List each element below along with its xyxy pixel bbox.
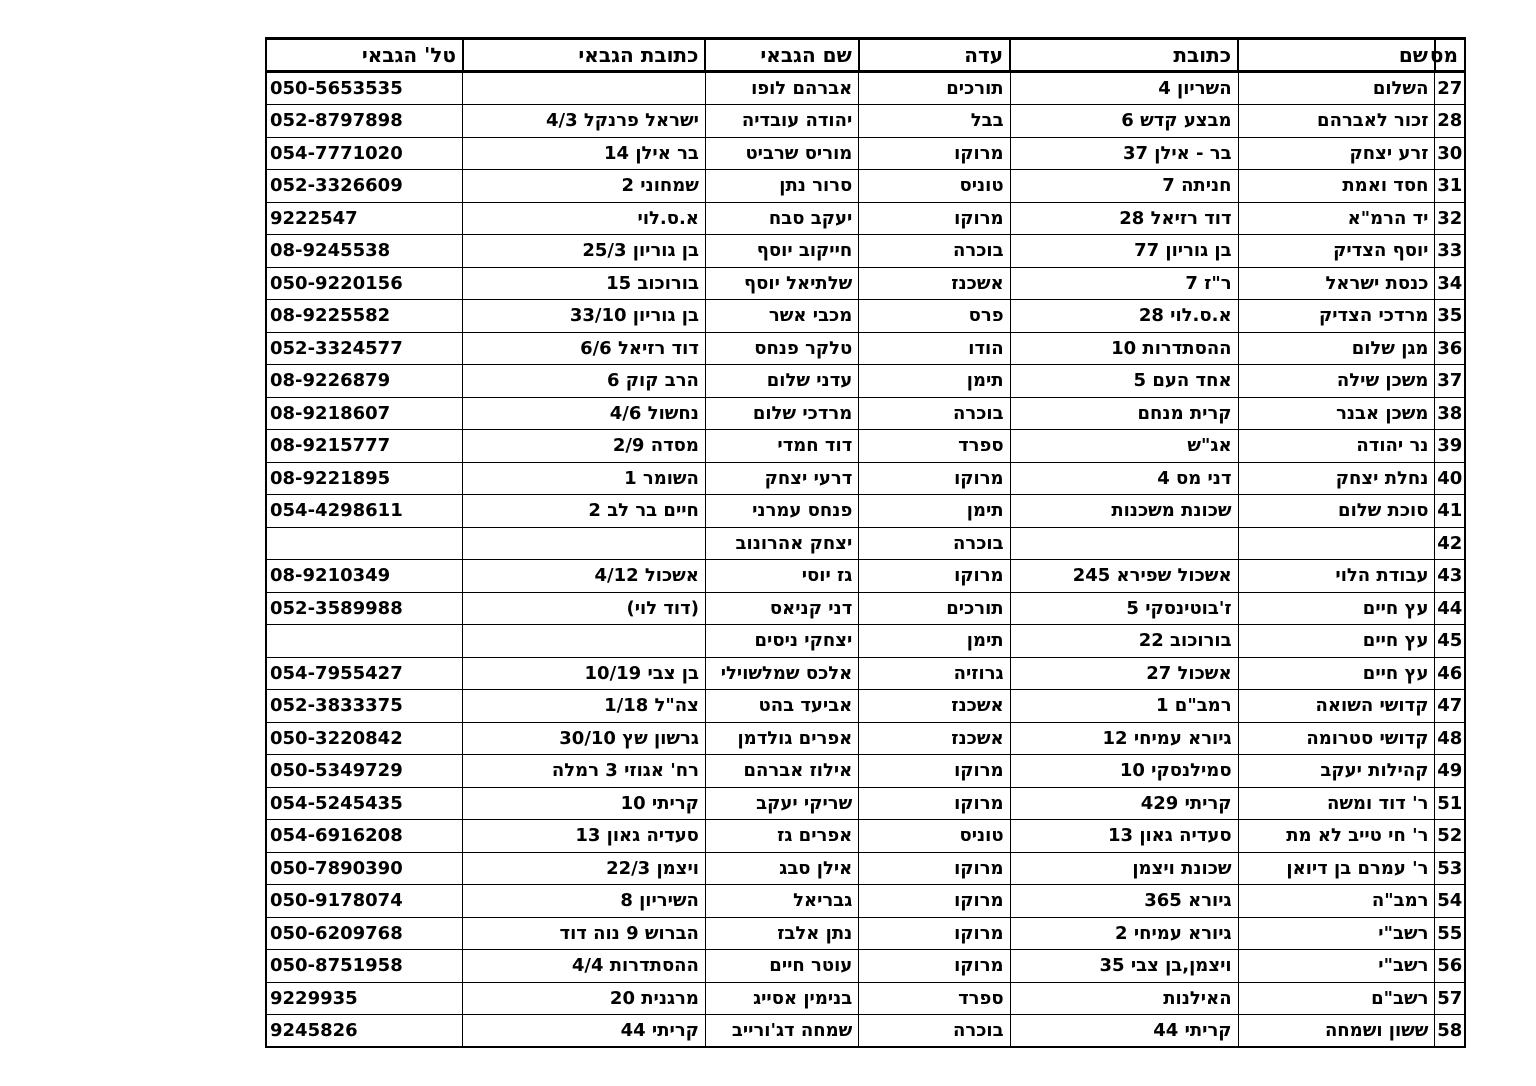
cell-name: חסד ואמת [1238,170,1435,203]
table-row [266,820,1465,853]
cell-gabbai-address: חיים בר לב 2 [463,495,705,528]
cell-community: מרוקו [859,755,1010,788]
table-body [266,72,1465,1048]
cell-gabbai-name: דני קניאס [705,592,858,625]
cell-gabbai-phone: 052-3589988 [266,592,463,625]
cell-address: א.ס.לוי 28 [1010,300,1238,333]
cell-gabbai-phone: 08-9218607 [266,397,463,430]
table-row [266,885,1465,918]
cell-name: מרדכי הצדיק [1238,300,1435,333]
cell-community: ספרד [859,982,1010,1015]
cell-address: ההסתדרות 10 [1010,332,1238,365]
cell-address: בורוכוב 22 [1010,625,1238,658]
cell-gabbai-phone: 052-3326609 [266,170,463,203]
cell-address: בן גוריון 77 [1010,235,1238,268]
cell-address: גיורא 365 [1010,885,1238,918]
cell-gabbai-address: הרב קוק 6 [463,365,705,398]
cell-community: מרוקו [859,787,1010,820]
cell-gabbai-name: בנימין אסייג [705,982,858,1015]
cell-gabbai-name: סרור נתן [705,170,858,203]
cell-num: 58 [1435,1015,1465,1048]
cell-gabbai-address: השיריון 8 [463,885,705,918]
cell-gabbai-phone: 050-6209768 [266,917,463,950]
cell-gabbai-address: מסדה 2/9 [463,430,705,463]
cell-name: רשב"ם [1238,982,1435,1015]
cell-address: אג"ש [1010,430,1238,463]
cell-gabbai-address: סעדיה גאון 13 [463,820,705,853]
cell-num: 46 [1435,657,1465,690]
cell-gabbai-address: רח' אגוזי 3 רמלה [463,755,705,788]
cell-gabbai-phone: 054-7771020 [266,137,463,170]
table-row [266,430,1465,463]
cell-address: גיורא עמיחי 2 [1010,917,1238,950]
cell-num: 38 [1435,397,1465,430]
cell-community: מרוקו [859,950,1010,983]
table-row [266,462,1465,495]
table-row [266,657,1465,690]
cell-name: רשב"י [1238,950,1435,983]
cell-gabbai-name: אביעד בהט [705,690,858,723]
header-num: מס [1435,39,1465,72]
cell-gabbai-name: אילוז אברהם [705,755,858,788]
cell-gabbai-name: יצחק אהרונוב [705,527,858,560]
cell-gabbai-address: אשכול 4/12 [463,560,705,593]
cell-address: מבצע קדש 6 [1010,105,1238,138]
cell-gabbai-name: אפרים גולדמן [705,722,858,755]
cell-gabbai-address: א.ס.לוי [463,202,705,235]
cell-gabbai-phone: 054-6916208 [266,820,463,853]
cell-gabbai-phone: 08-9225582 [266,300,463,333]
cell-gabbai-phone: 9222547 [266,202,463,235]
cell-address: חניתה 7 [1010,170,1238,203]
cell-address: רמב"ם 1 [1010,690,1238,723]
cell-gabbai-phone: 050-5349729 [266,755,463,788]
cell-num: 53 [1435,852,1465,885]
cell-num: 37 [1435,365,1465,398]
cell-community: מרוקו [859,462,1010,495]
cell-gabbai-phone: 08-9226879 [266,365,463,398]
cell-num: 47 [1435,690,1465,723]
cell-gabbai-address: ויצמן 22/3 [463,852,705,885]
cell-num: 30 [1435,137,1465,170]
header-gabbai-phone: טל' הגבאי [266,39,463,72]
cell-name: השלום [1238,72,1435,105]
cell-gabbai-address [463,625,705,658]
table-row [266,527,1465,560]
cell-name: רמב"ה [1238,885,1435,918]
cell-community: בבל [859,105,1010,138]
cell-name: קדושי השואה [1238,690,1435,723]
cell-gabbai-phone: 08-9210349 [266,560,463,593]
cell-gabbai-phone [266,625,463,658]
cell-name: עץ חיים [1238,625,1435,658]
cell-gabbai-name: אלכס שמלשוילי [705,657,858,690]
header-address: כתובת [1010,39,1238,72]
cell-num: 41 [1435,495,1465,528]
cell-gabbai-name: מרדכי שלום [705,397,858,430]
cell-gabbai-address: גרשון שץ 30/10 [463,722,705,755]
cell-num: 51 [1435,787,1465,820]
cell-gabbai-address: צה"ל 1/18 [463,690,705,723]
cell-address: בר - אילן 37 [1010,137,1238,170]
cell-gabbai-phone: 050-5653535 [266,72,463,105]
cell-name: ר' עמרם בן דיואן [1238,852,1435,885]
cell-community: ספרד [859,430,1010,463]
cell-gabbai-address: מרגנית 20 [463,982,705,1015]
cell-gabbai-phone: 050-7890390 [266,852,463,885]
table-row [266,1015,1465,1048]
cell-community: מרוקו [859,917,1010,950]
cell-gabbai-name: מכבי אשר [705,300,858,333]
table-row [266,332,1465,365]
header-gabbai-address: כתובת הגבאי [463,39,705,72]
cell-num: 52 [1435,820,1465,853]
cell-num: 36 [1435,332,1465,365]
cell-gabbai-phone [266,527,463,560]
cell-gabbai-address: קריתי 44 [463,1015,705,1048]
cell-gabbai-address: השומר 1 [463,462,705,495]
cell-address: סעדיה גאון 13 [1010,820,1238,853]
cell-community: מרוקו [859,560,1010,593]
cell-num: 39 [1435,430,1465,463]
cell-community: תימן [859,495,1010,528]
cell-name: יד הרמ"א [1238,202,1435,235]
cell-address: סמילנסקי 10 [1010,755,1238,788]
cell-address [1010,527,1238,560]
cell-gabbai-address: בן גוריון 33/10 [463,300,705,333]
table-row [266,625,1465,658]
cell-community: אשכנז [859,690,1010,723]
cell-gabbai-address: הברוש 9 נוה דוד [463,917,705,950]
cell-gabbai-name: אפרים גז [705,820,858,853]
cell-name [1238,527,1435,560]
cell-gabbai-address: בן גוריון 25/3 [463,235,705,268]
cell-address: השריון 4 [1010,72,1238,105]
cell-community: טוניס [859,820,1010,853]
cell-gabbai-phone: 08-9221895 [266,462,463,495]
cell-num: 35 [1435,300,1465,333]
header-gabbai-name: שם הגבאי [705,39,858,72]
cell-gabbai-address: ישראל פרנקל 4/3 [463,105,705,138]
cell-community: גרוזיה [859,657,1010,690]
cell-num: 56 [1435,950,1465,983]
cell-gabbai-phone: 050-9178074 [266,885,463,918]
header-name: שם [1238,39,1435,72]
cell-name: עץ חיים [1238,657,1435,690]
cell-name: משכן שילה [1238,365,1435,398]
cell-community: תימן [859,625,1010,658]
cell-address: שכונת ויצמן [1010,852,1238,885]
cell-address: דני מס 4 [1010,462,1238,495]
cell-community: בוכרה [859,1015,1010,1048]
cell-gabbai-name: יצחקי ניסים [705,625,858,658]
cell-num: 33 [1435,235,1465,268]
cell-gabbai-name: שלתיאל יוסף [705,267,858,300]
cell-num: 49 [1435,755,1465,788]
table-row [266,690,1465,723]
table-row [266,137,1465,170]
cell-gabbai-phone: 054-4298611 [266,495,463,528]
cell-address: ויצמן,בן צבי 35 [1010,950,1238,983]
cell-num: 27 [1435,72,1465,105]
cell-gabbai-phone: 08-9245538 [266,235,463,268]
table-row [266,917,1465,950]
header-community: עדה [859,39,1010,72]
cell-community: אשכנז [859,267,1010,300]
cell-name: קהילות יעקב [1238,755,1435,788]
table-row [266,560,1465,593]
cell-num: 42 [1435,527,1465,560]
cell-gabbai-name: אילן סבג [705,852,858,885]
table-row [266,592,1465,625]
cell-gabbai-phone: 9245826 [266,1015,463,1048]
table-row [266,170,1465,203]
cell-num: 40 [1435,462,1465,495]
cell-name: נר יהודה [1238,430,1435,463]
cell-name: סוכת שלום [1238,495,1435,528]
table-row [266,397,1465,430]
cell-address: האילנות [1010,982,1238,1015]
cell-community: תימן [859,365,1010,398]
cell-address: קריתי 44 [1010,1015,1238,1048]
table-row [266,105,1465,138]
table-row [266,495,1465,528]
cell-gabbai-phone: 052-3833375 [266,690,463,723]
cell-community: בוכרה [859,527,1010,560]
cell-gabbai-address: בן צבי 10/19 [463,657,705,690]
cell-name: ששון ושמחה [1238,1015,1435,1048]
cell-name: זרע יצחק [1238,137,1435,170]
cell-gabbai-name: דוד חמדי [705,430,858,463]
cell-num: 32 [1435,202,1465,235]
table-row [266,755,1465,788]
cell-name: מגן שלום [1238,332,1435,365]
cell-gabbai-address: (דוד לוי) [463,592,705,625]
cell-gabbai-phone: 050-8751958 [266,950,463,983]
cell-num: 45 [1435,625,1465,658]
cell-gabbai-address: קריתי 10 [463,787,705,820]
cell-gabbai-name: חייקוב יוסף [705,235,858,268]
cell-gabbai-address [463,72,705,105]
cell-community: בוכרה [859,235,1010,268]
cell-address: גיורא עמיחי 12 [1010,722,1238,755]
table-row [266,982,1465,1015]
cell-gabbai-name: פנחס עמרני [705,495,858,528]
table-row [266,72,1465,105]
cell-gabbai-phone: 052-8797898 [266,105,463,138]
cell-gabbai-address: נחשול 4/6 [463,397,705,430]
cell-gabbai-address: בר אילן 14 [463,137,705,170]
cell-name: עץ חיים [1238,592,1435,625]
cell-gabbai-phone: 054-5245435 [266,787,463,820]
cell-gabbai-name: מוריס שרביט [705,137,858,170]
cell-address: ר"ז 7 [1010,267,1238,300]
cell-gabbai-name: גז יוסי [705,560,858,593]
cell-community: מרוקו [859,137,1010,170]
cell-name: ר' דוד ומשה [1238,787,1435,820]
table-row [266,365,1465,398]
cell-name: יוסף הצדיק [1238,235,1435,268]
cell-gabbai-name: גבריאל [705,885,858,918]
cell-community: הודו [859,332,1010,365]
cell-name: רשב"י [1238,917,1435,950]
cell-community: פרס [859,300,1010,333]
cell-address: קריתי 429 [1010,787,1238,820]
cell-address: קרית מנחם [1010,397,1238,430]
table-row [266,202,1465,235]
cell-gabbai-phone: 9229935 [266,982,463,1015]
cell-gabbai-address: דוד רזיאל 6/6 [463,332,705,365]
table-row [266,950,1465,983]
cell-gabbai-name: עדני שלום [705,365,858,398]
cell-gabbai-address: בורוכוב 15 [463,267,705,300]
cell-name: קדושי סטרומה [1238,722,1435,755]
cell-num: 55 [1435,917,1465,950]
cell-gabbai-address [463,527,705,560]
cell-num: 48 [1435,722,1465,755]
cell-community: מרוקו [859,885,1010,918]
cell-address: אשכול 27 [1010,657,1238,690]
table-row [266,852,1465,885]
synagogue-table [265,37,1466,1048]
cell-community: בוכרה [859,397,1010,430]
cell-gabbai-address: ההסתדרות 4/4 [463,950,705,983]
cell-gabbai-name: שריקי יעקב [705,787,858,820]
table-row [266,300,1465,333]
cell-community: תורכים [859,72,1010,105]
cell-community: מרוקו [859,202,1010,235]
cell-gabbai-phone: 050-9220156 [266,267,463,300]
cell-community: תורכים [859,592,1010,625]
cell-num: 28 [1435,105,1465,138]
cell-gabbai-name: נתן אלבז [705,917,858,950]
cell-name: ר' חי טייב לא מת [1238,820,1435,853]
cell-gabbai-name: דרעי יצחק [705,462,858,495]
table-row [266,722,1465,755]
cell-gabbai-phone: 050-3220842 [266,722,463,755]
cell-name: כנסת ישראל [1238,267,1435,300]
cell-address: דוד רזיאל 28 [1010,202,1238,235]
cell-num: 34 [1435,267,1465,300]
cell-gabbai-phone: 054-7955427 [266,657,463,690]
cell-community: אשכנז [859,722,1010,755]
table-row [266,235,1465,268]
cell-address: ז'בוטינסקי 5 [1010,592,1238,625]
cell-num: 43 [1435,560,1465,593]
table-row [266,267,1465,300]
cell-gabbai-phone: 08-9215777 [266,430,463,463]
cell-gabbai-name: יעקב סבח [705,202,858,235]
table-header [266,39,1465,72]
cell-name: משכן אבנר [1238,397,1435,430]
cell-gabbai-address: שמחוני 2 [463,170,705,203]
cell-num: 57 [1435,982,1465,1015]
cell-gabbai-name: טלקר פנחס [705,332,858,365]
cell-gabbai-name: אברהם לופו [705,72,858,105]
cell-gabbai-phone: 052-3324577 [266,332,463,365]
cell-name: זכור לאברהם [1238,105,1435,138]
cell-address: אשכול שפירא 245 [1010,560,1238,593]
cell-community: טוניס [859,170,1010,203]
cell-address: אחד העם 5 [1010,365,1238,398]
cell-name: נחלת יצחק [1238,462,1435,495]
cell-gabbai-name: שמחה דג'ורייב [705,1015,858,1048]
table-row [266,787,1465,820]
cell-address: שכונת משכנות [1010,495,1238,528]
synagogue-table-sheet [265,37,1466,1048]
cell-gabbai-name: יהודה עובדיה [705,105,858,138]
cell-community: מרוקו [859,852,1010,885]
cell-num: 31 [1435,170,1465,203]
cell-name: עבודת הלוי [1238,560,1435,593]
cell-gabbai-name: עוטר חיים [705,950,858,983]
cell-num: 54 [1435,885,1465,918]
cell-num: 44 [1435,592,1465,625]
